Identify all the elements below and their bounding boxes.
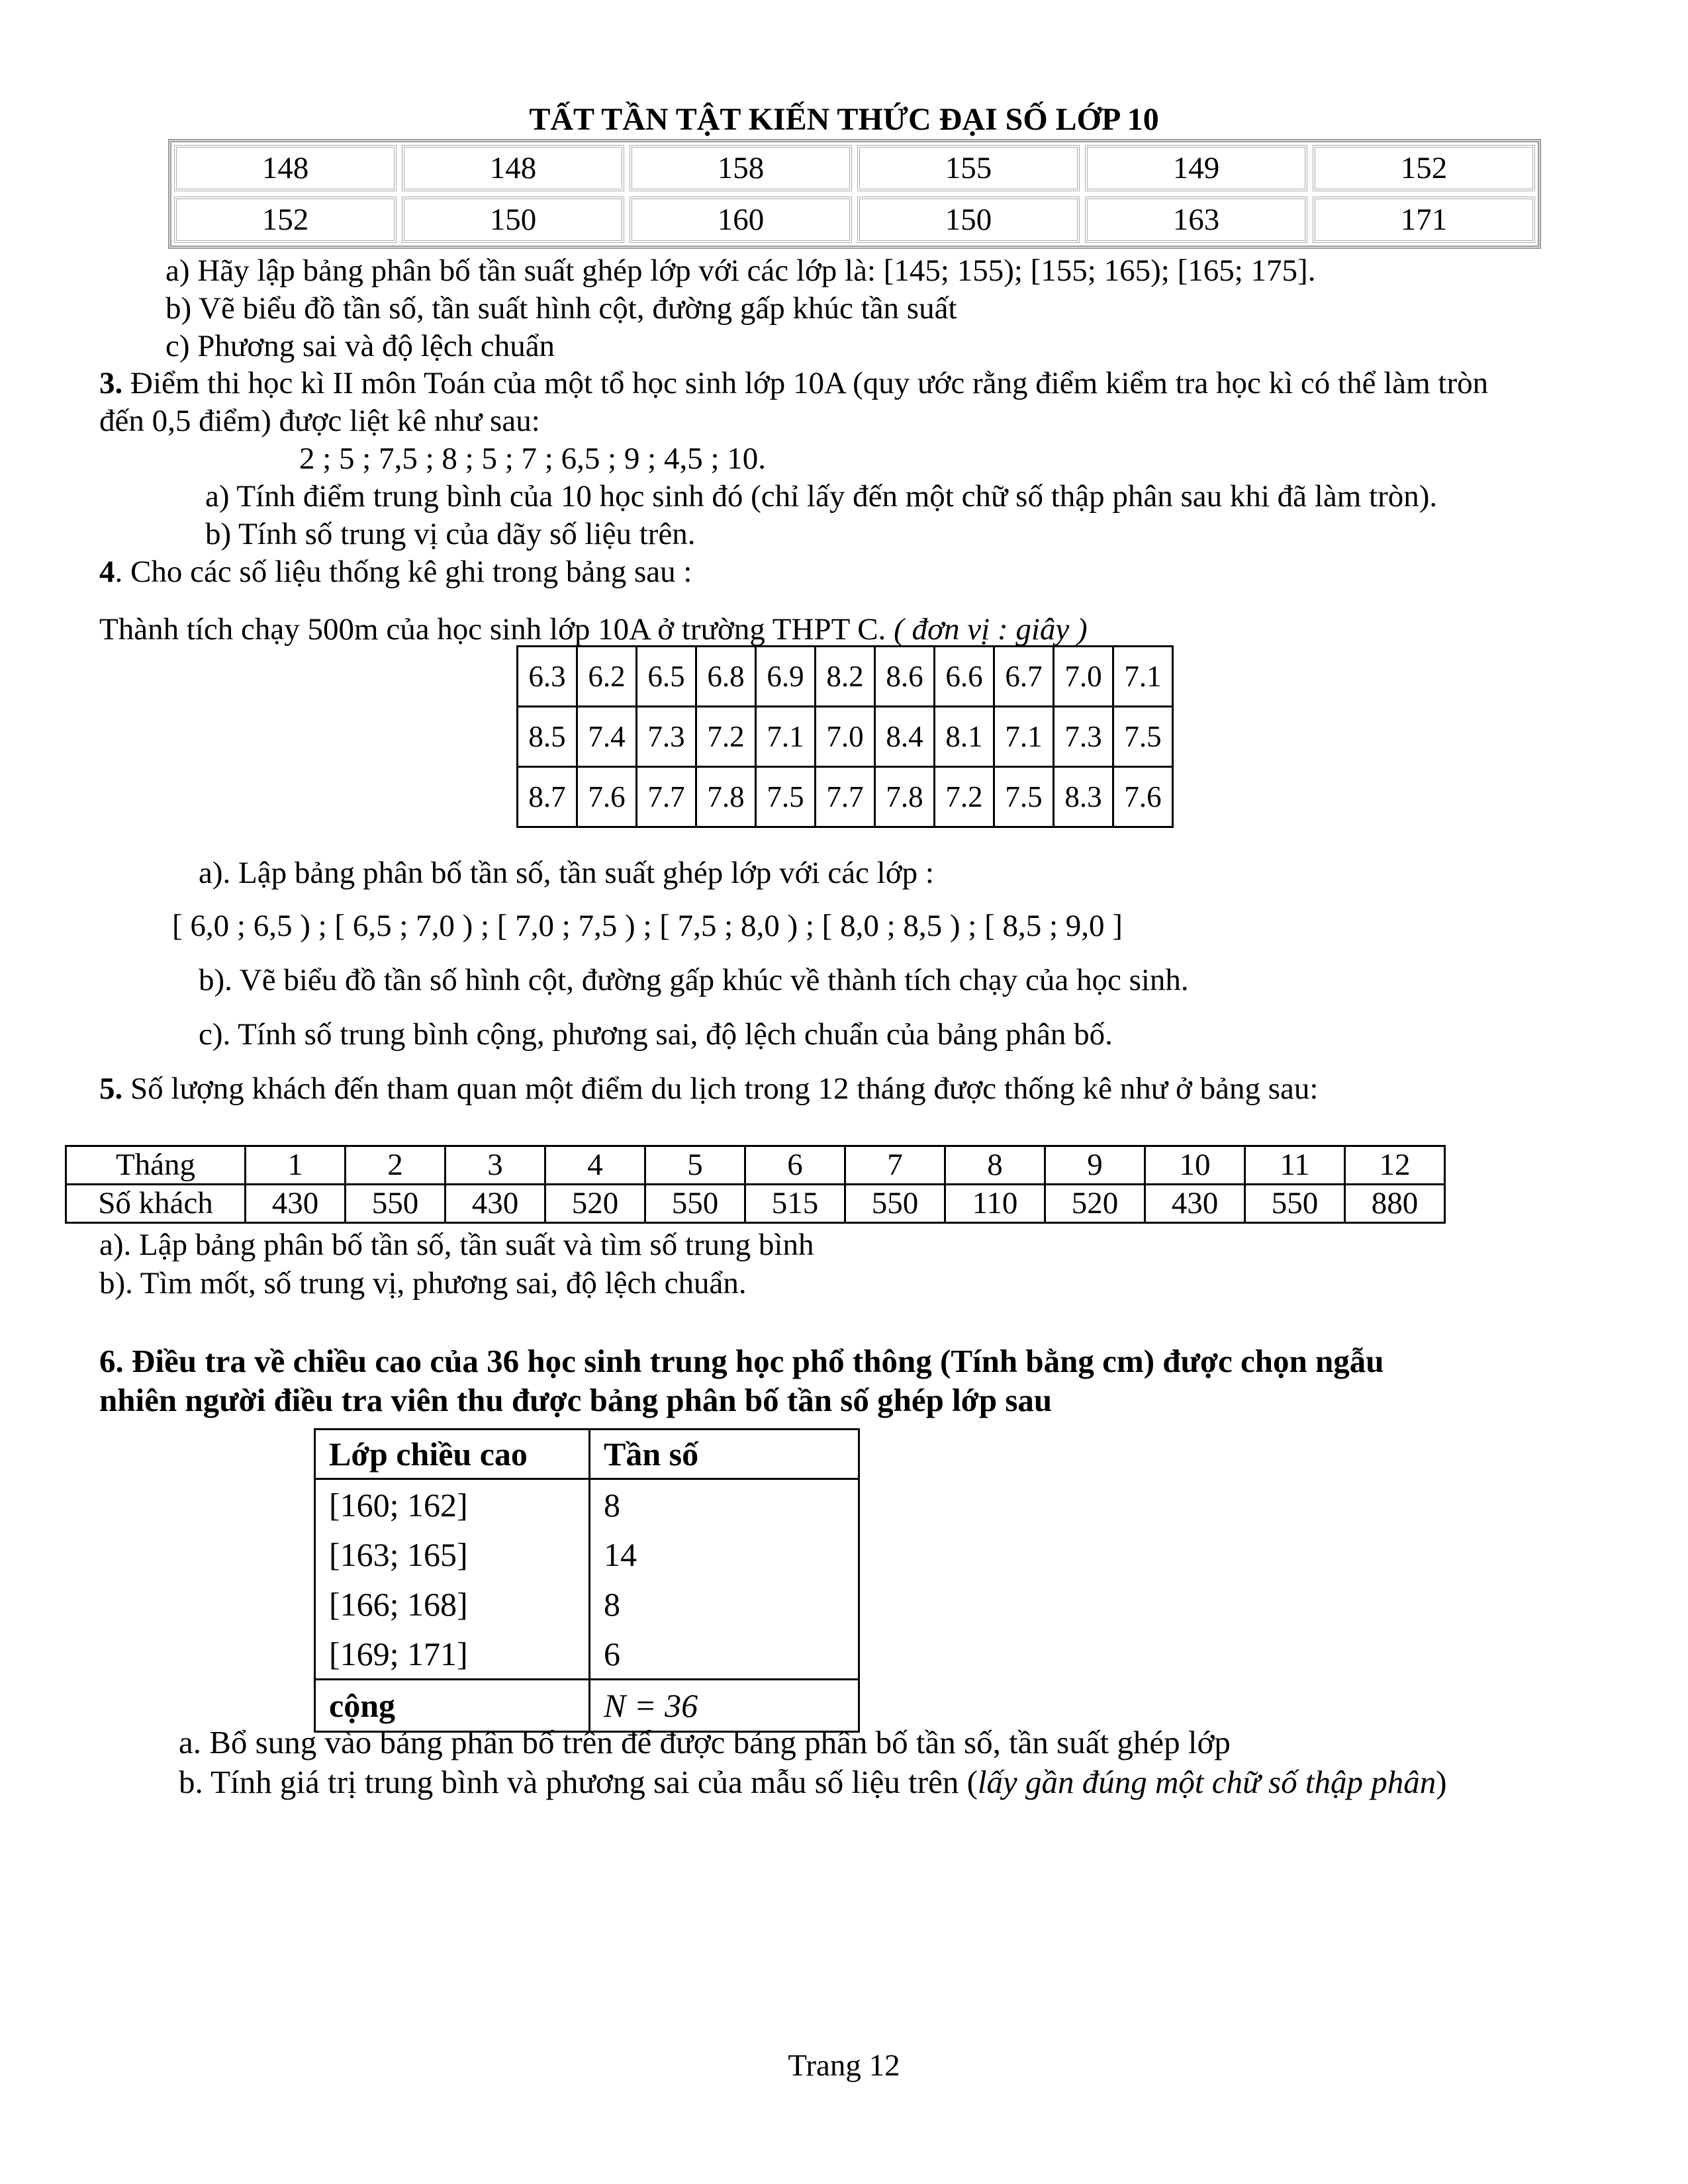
table-row [518, 647, 1173, 707]
table-cell: 8.3 [1054, 767, 1113, 827]
table-cell: 8.1 [935, 707, 994, 767]
table-cell: 7.5 [1113, 707, 1173, 767]
table-cell: 3 [445, 1146, 545, 1185]
table-cell: 7 [845, 1146, 945, 1185]
table-cell: 6.6 [935, 647, 994, 707]
q4-classes: [ 6,0 ; 6,5 ) ; [ 6,5 ; 7,0 ) ; [ 7,0 ; 7,5 ) ; [ 7,5 ; 8,0 ) ; [ 8,0 ; 8,5 ) ; [ 8,5 ; 9,0 ] [172, 909, 1123, 943]
table-cell: 7.8 [696, 767, 756, 827]
table-cell: 7.5 [756, 767, 816, 827]
table-cell: 6.5 [637, 647, 696, 707]
table-cell: 9 [1045, 1146, 1145, 1185]
table-cell: [160; 162] [315, 1479, 590, 1530]
table-cell: 7.6 [1113, 767, 1173, 827]
table-row [315, 1579, 859, 1629]
table-cell: 6.7 [994, 647, 1054, 707]
table-row [171, 142, 1538, 194]
table-cell: 1 [246, 1146, 346, 1185]
table-cell: 7.2 [696, 707, 756, 767]
q5-intro [99, 1069, 1318, 1108]
q5-number: 5. [99, 1071, 123, 1106]
table-cell: 7.2 [935, 767, 994, 827]
q3-data: 2 ; 5 ; 7,5 ; 8 ; 5 ; 7 ; 6,5 ; 9 ; 4,5 ; 10. [299, 441, 767, 476]
table-cell: [163; 165] [315, 1529, 590, 1579]
table-row [518, 707, 1173, 767]
table-cell: 150 [857, 197, 1080, 243]
table-cell: 8.2 [816, 647, 875, 707]
table-cell: 8 [590, 1479, 859, 1530]
table-row [66, 1146, 1445, 1185]
page-number: Trang 12 [788, 2048, 900, 2083]
q6-line1: 6. Điều tra về chiều cao của 36 học sinh trung học phổ thông (Tính bằng cm) được chọn ngẫu [99, 1343, 1384, 1379]
table-cell: 430 [246, 1185, 346, 1223]
run-times-table [516, 645, 1174, 828]
table-cell: 7.1 [994, 707, 1054, 767]
table-cell: 8.5 [518, 707, 577, 767]
table-row [315, 1629, 859, 1680]
q3-line2: đến 0,5 điểm) được liệt kê như sau: [99, 404, 540, 438]
table-header-row [315, 1430, 859, 1479]
q4-caption-text: Thành tích chạy 500m của học sinh lớp 10A ở trường THPT C. [99, 612, 894, 647]
table-cell: 8 [945, 1146, 1045, 1185]
table-cell: 160 [630, 197, 852, 243]
q4-intro-text: . Cho các số liệu thống kê ghi trong bảng sau : [115, 555, 692, 589]
month-header: Tháng [66, 1146, 246, 1185]
table-cell: 515 [745, 1185, 845, 1223]
q5-part-b: b). Tìm mốt, số trung vị, phương sai, độ lệch chuẩn. [99, 1266, 747, 1300]
q6-part-b [179, 1763, 1447, 1801]
table-cell: 7.5 [994, 767, 1054, 827]
table-cell: 550 [845, 1185, 945, 1223]
table-cell: 7.1 [1113, 647, 1173, 707]
table-cell: 550 [645, 1185, 745, 1223]
table-cell: 11 [1245, 1146, 1345, 1185]
table-row [315, 1479, 859, 1530]
q4-intro [99, 553, 692, 591]
table-cell: [169; 171] [315, 1629, 590, 1680]
table-cell: 155 [857, 145, 1080, 191]
q4-part-b: b). Vẽ biểu đồ tần số hình cột, đường gấp khúc về thành tích chạy của học sinh. [199, 963, 1189, 997]
page-title: TẤT TẦN TẬT KIẾN THỨC ĐẠI SỐ LỚP 10 [529, 102, 1159, 137]
table-cell: 520 [1045, 1185, 1145, 1223]
table-cell: 430 [1145, 1185, 1245, 1223]
table-row [66, 1185, 1445, 1223]
height-frequency-table [314, 1428, 860, 1733]
table-cell: 8.6 [875, 647, 935, 707]
table-row [171, 194, 1538, 246]
table-cell: 171 [1313, 197, 1535, 243]
table-cell: 430 [445, 1185, 545, 1223]
table-cell: 7.3 [637, 707, 696, 767]
visitors-table [65, 1145, 1446, 1224]
table-row [518, 767, 1173, 827]
q3-part-a: a) Tính điểm trung bình của 10 học sinh đó (chỉ lấy đến một chữ số thập phân sau khi đã làm tròn). [205, 479, 1438, 514]
q4-unit: ( đơn vị : giây ) [894, 612, 1088, 647]
table-cell: 6.2 [577, 647, 637, 707]
table-cell: 163 [1085, 197, 1307, 243]
q4-number: 4 [99, 555, 115, 589]
table-cell: 7.8 [875, 767, 935, 827]
q4-part-c: c). Tính số trung bình cộng, phương sai, độ lệch chuẩn của bảng phân bố. [199, 1017, 1113, 1052]
total-label: cộng [315, 1680, 590, 1732]
q3-line1 [99, 364, 1488, 402]
q6-part-a: a. Bổ sung vào bảng phân bố trên để được bảng phân bố tần số, tần suất ghép lớp [179, 1724, 1231, 1760]
q6-part-b-close: ) [1436, 1764, 1447, 1800]
table-cell: 6 [590, 1629, 859, 1680]
q6-part-b-italic: lấy gần đúng một chữ số thập phân [977, 1764, 1436, 1800]
table-cell: 7.1 [756, 707, 816, 767]
heights-table [168, 139, 1541, 249]
visitors-header: Số khách [66, 1185, 246, 1223]
q2-part-b: b) Vẽ biểu đồ tần số, tần suất hình cột, đường gấp khúc tần suất [165, 291, 957, 326]
table-cell: 520 [545, 1185, 645, 1223]
table-cell: 7.0 [1054, 647, 1113, 707]
table-cell: 8 [590, 1579, 859, 1629]
table-cell: 880 [1345, 1185, 1445, 1223]
table-cell: [166; 168] [315, 1579, 590, 1629]
table-cell: 10 [1145, 1146, 1245, 1185]
table-cell: 6.9 [756, 647, 816, 707]
q2-part-a: a) Hãy lập bảng phân bố tần suất ghép lớp với các lớp là: [145; 155); [155; 165); [165; 175]. [165, 253, 1316, 288]
table-cell: 148 [174, 145, 397, 191]
table-cell: 7.6 [577, 767, 637, 827]
column-header: Tần số [590, 1430, 859, 1479]
table-cell: 4 [545, 1146, 645, 1185]
table-cell: 149 [1085, 145, 1307, 191]
q3-text1: Điểm thi học kì II môn Toán của một tổ học sinh lớp 10A (quy ước rằng điểm kiểm tra học kì có thể làm tròn [122, 366, 1489, 400]
q3-number: 3. [99, 366, 123, 400]
table-cell: 7.3 [1054, 707, 1113, 767]
table-cell: 7.4 [577, 707, 637, 767]
table-cell: 6.8 [696, 647, 756, 707]
q6-line2: nhiên người điều tra viên thu được bảng phân bố tần số ghép lớp sau [99, 1382, 1053, 1418]
q4-caption [99, 610, 1088, 649]
q5-part-a: a). Lập bảng phân bố tần số, tần suất và tìm số trung bình [99, 1228, 814, 1262]
table-cell: 158 [630, 145, 852, 191]
q6-part-b-text: b. Tính giá trị trung bình và phương sai của mẫu số liệu trên ( [179, 1764, 978, 1800]
q5-text: Số lượng khách đến tham quan một điểm du lịch trong 12 tháng được thống kê như ở bảng sau: [122, 1071, 1319, 1106]
table-cell: 152 [174, 197, 397, 243]
table-cell: 5 [645, 1146, 745, 1185]
table-cell: 14 [590, 1529, 859, 1579]
table-cell: 6 [745, 1146, 845, 1185]
q2-part-c: c) Phương sai và độ lệch chuẩn [165, 329, 555, 363]
table-cell: 148 [402, 145, 624, 191]
table-row [315, 1529, 859, 1579]
table-cell: 12 [1345, 1146, 1445, 1185]
table-cell: 150 [402, 197, 624, 243]
table-cell: 8.4 [875, 707, 935, 767]
table-cell: 2 [346, 1146, 445, 1185]
total-value: N = 36 [590, 1680, 859, 1732]
q3-part-b: b) Tính số trung vị của dãy số liệu trên. [205, 517, 696, 551]
table-cell: 7.7 [637, 767, 696, 827]
table-cell: 7.0 [816, 707, 875, 767]
q4-part-a: a). Lập bảng phân bố tần số, tần suất ghép lớp với các lớp : [199, 856, 934, 890]
table-cell: 110 [945, 1185, 1045, 1223]
table-cell: 7.7 [816, 767, 875, 827]
table-cell: 550 [346, 1185, 445, 1223]
table-cell: 6.3 [518, 647, 577, 707]
table-cell: 550 [1245, 1185, 1345, 1223]
table-cell: 8.7 [518, 767, 577, 827]
column-header: Lớp chiều cao [315, 1430, 590, 1479]
table-cell: 152 [1313, 145, 1535, 191]
